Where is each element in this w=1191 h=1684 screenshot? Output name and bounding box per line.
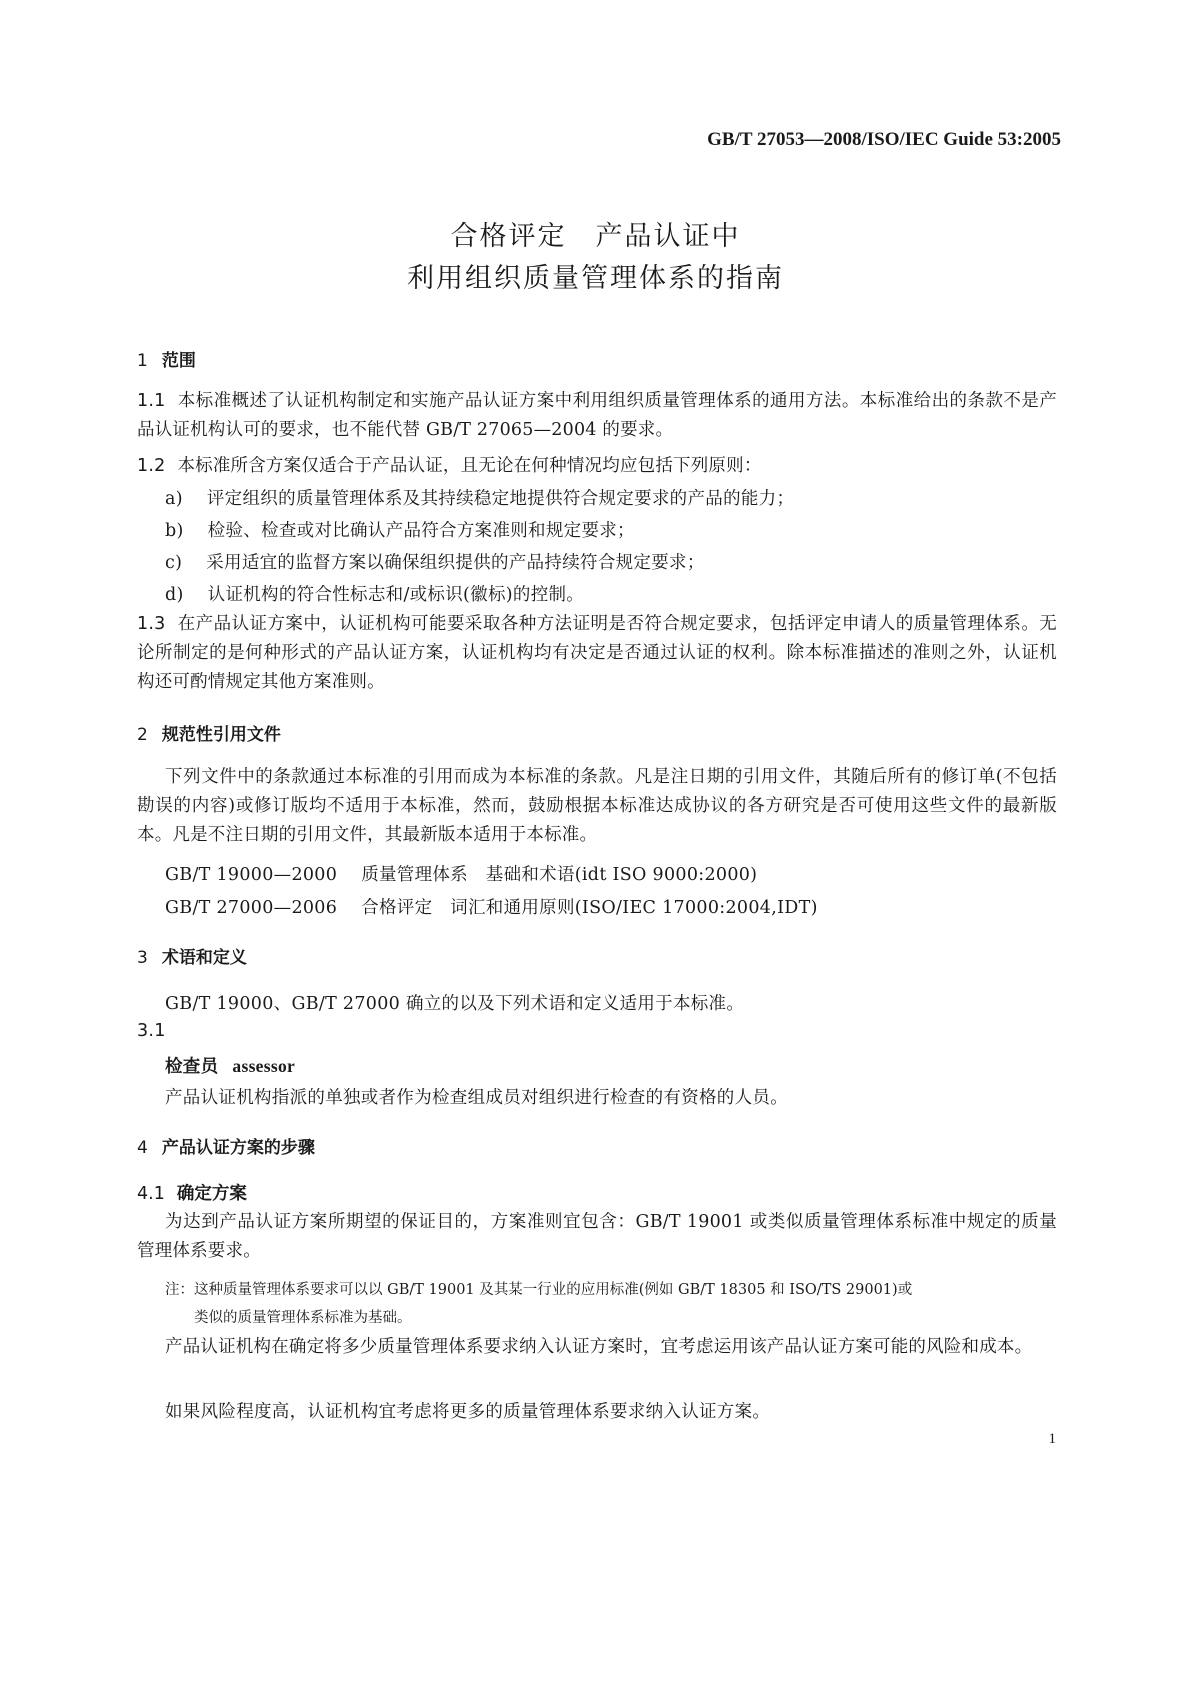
- clause-number: 1.3: [137, 614, 166, 634]
- term-number: 3.1: [137, 1021, 166, 1041]
- section-3-heading: [137, 943, 247, 968]
- note-line-2: 类似的质量管理体系标准为基础。: [194, 1310, 412, 1326]
- document-title-line-1: 合格评定 产品认证中: [450, 221, 741, 252]
- normative-references-intro: 下列文件中的条款通过本标准的引用而成为本标准的条款。凡是注日期的引用文件，其随后所有的修订单(不包括勘误的内容)或修订版均不适用于本标准，然而，鼓励根据本标准达成协议的各方研究是否可使用这些文件的最新版本。凡是不注日期的引用文件，其最新版本适用于本标准。: [137, 767, 1057, 845]
- reference-code: GB/T 19000—2000: [165, 865, 338, 885]
- reference-1: [165, 861, 757, 886]
- page-number: 1: [1048, 1431, 1056, 1447]
- list-item-c: [165, 549, 705, 574]
- list-item-d: [165, 581, 584, 606]
- list-marker: d): [165, 585, 184, 605]
- reference-2: [165, 894, 818, 919]
- clause-number: 1.2: [137, 456, 166, 476]
- list-marker: b): [165, 521, 184, 541]
- term-definition: 产品认证机构指派的单独或者作为检查组成员对组织进行检查的有资格的人员。: [165, 1088, 788, 1108]
- section-2-heading: [137, 720, 281, 745]
- section-title: 规范性引用文件: [161, 725, 281, 745]
- list-text: 检验、检查或对比确认产品符合方案准则和规定要求；: [207, 521, 635, 541]
- section-4-heading: [137, 1133, 315, 1158]
- clause-text: 在产品认证方案中，认证机构可能要采取各种方法证明是否符合规定要求，包括评定申请人的质量管理体系。无论所制定的是何种形式的产品认证方案，认证机构均有决定是否通过认证的权利。除本标准描述的准则之外，认证机构还可酌情规定其他方案准则。: [137, 614, 1057, 692]
- section-number: 3: [137, 948, 148, 968]
- list-marker: c): [165, 553, 183, 573]
- subsection-4-1-heading: [137, 1180, 247, 1205]
- section-number: 1: [137, 351, 148, 371]
- clause-1-1: [137, 387, 1057, 445]
- list-text: 采用适宜的监督方案以确保组织提供的产品持续符合规定要求；: [206, 553, 705, 573]
- term-chinese: 检查员: [165, 1057, 219, 1077]
- section-title: 产品认证方案的步骤: [161, 1138, 315, 1158]
- term-english: assessor: [232, 1056, 296, 1076]
- note-line-1: 注：这种质量管理体系要求可以以 GB/T 19001 及其某一行业的应用标准(例如 GB/T 18305 和 ISO/TS 29001)或: [165, 1282, 913, 1298]
- subsection-number: 4.1: [137, 1184, 165, 1204]
- list-item-b: [165, 517, 635, 542]
- clause-text: 本标准概述了认证机构制定和实施产品认证方案中利用组织质量管理体系的通用方法。本标准给出的条款不是产品认证机构认可的要求，也不能代替 GB/T 27065—2004 的要求。: [137, 391, 1057, 440]
- section-number: 2: [137, 725, 148, 745]
- reference-title: 质量管理体系 基础和术语(idt ISO 9000:2000): [361, 865, 758, 885]
- section-1-heading: [137, 346, 196, 371]
- scheme-paragraph-1: 为达到产品认证方案所期望的保证目的，方案准则宜包含：GB/T 19001 或类似质量管理体系标准中规定的质量管理体系要求。: [137, 1212, 1057, 1261]
- document-code-header: GB/T 27053—2008/ISO/IEC Guide 53:2005: [707, 129, 1061, 150]
- reference-title: 合格评定 词汇和通用原则(ISO/IEC 17000:2004,IDT): [361, 898, 818, 918]
- clause-1-2: [137, 452, 1057, 481]
- list-item-a: [165, 485, 794, 510]
- list-text: 评定组织的质量管理体系及其持续稳定地提供符合规定要求的产品的能力；: [206, 489, 795, 509]
- list-text: 认证机构的符合性标志和/或标识(徽标)的控制。: [207, 585, 585, 605]
- scheme-paragraph-3: 如果风险程度高，认证机构宜考虑将更多的质量管理体系要求纳入认证方案。: [165, 1402, 771, 1422]
- clause-number: 1.1: [137, 391, 166, 411]
- section-number: 4: [137, 1138, 148, 1158]
- terms-intro: GB/T 19000、GB/T 27000 确立的以及下列术语和定义适用于本标准。: [165, 994, 745, 1014]
- term-entry: [165, 1053, 295, 1078]
- subsection-title: 确定方案: [176, 1184, 247, 1204]
- scheme-paragraph-2: 产品认证机构在确定将多少质量管理体系要求纳入认证方案时，宜考虑运用该产品认证方案可能的风险和成本。: [165, 1337, 1033, 1357]
- clause-1-3: [137, 610, 1057, 697]
- clause-text: 本标准所含方案仅适合于产品认证，且无论在何种情况均应包括下列原则：: [177, 456, 762, 476]
- section-title: 术语和定义: [161, 948, 247, 968]
- document-title-line-2: 利用组织质量管理体系的指南: [407, 263, 784, 294]
- reference-code: GB/T 27000—2006: [165, 898, 338, 918]
- list-marker: a): [165, 489, 183, 509]
- section-title: 范围: [161, 351, 196, 371]
